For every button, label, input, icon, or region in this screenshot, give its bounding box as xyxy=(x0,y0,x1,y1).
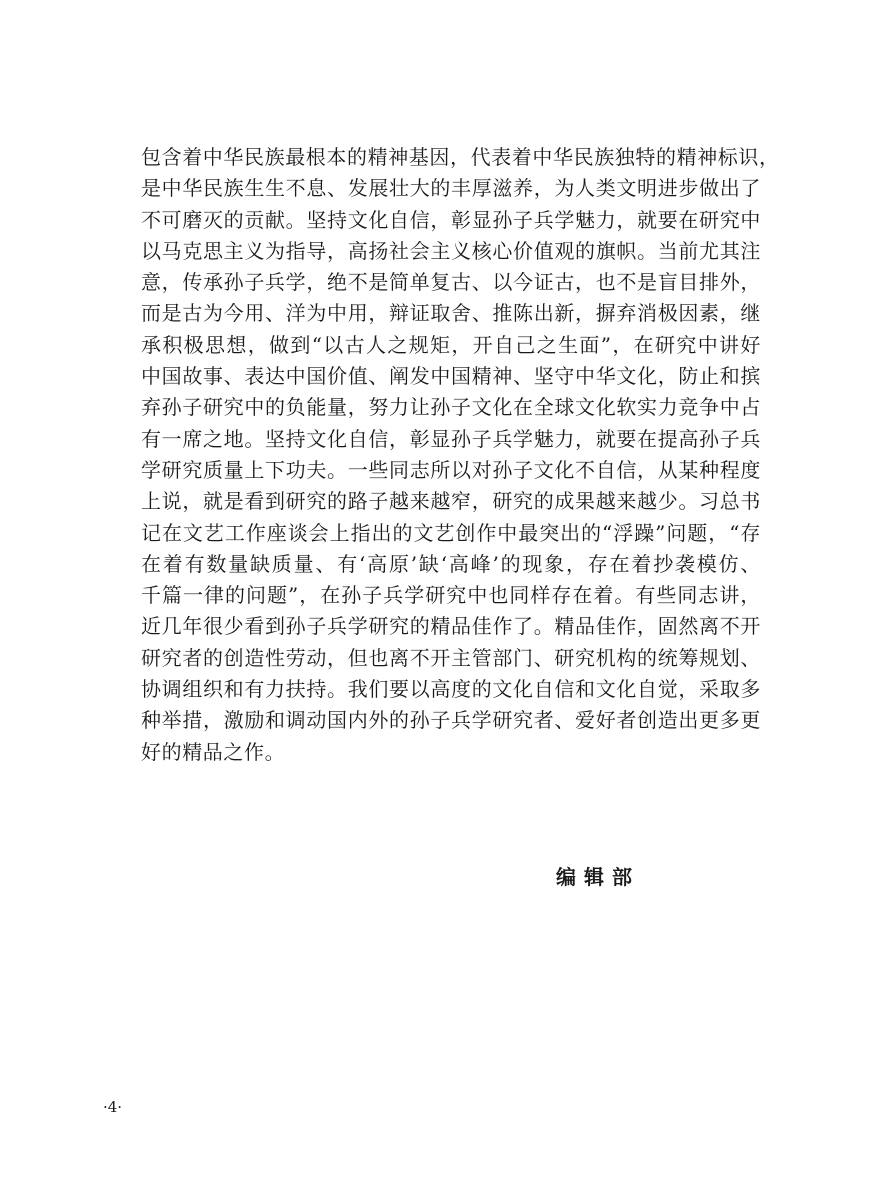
body-line: 而是古为今用、洋为中用，辩证取舍、推陈出新，摒弃消极因素，继 xyxy=(141,301,761,326)
body-line: 记在文艺工作座谈会上指出的文艺创作中最突出的“浮躁”问题，“存 xyxy=(141,520,761,545)
body-line: 中国故事、表达中国价值、阐发中国精神、坚守中华文化，防止和摈 xyxy=(141,364,761,389)
body-line: 近几年很少看到孙子兵学研究的精品佳作了。精品佳作，固然离不开 xyxy=(141,614,761,639)
body-line: 协调组织和有力扶持。我们要以高度的文化自信和文化自觉，采取多 xyxy=(141,677,761,702)
body-line: 在着有数量缺质量、有‘高原’缺‘高峰’的现象，存在着抄袭模仿、 xyxy=(141,551,761,576)
body-line: 以马克思主义为指导，高扬社会主义核心价值观的旗帜。当前尤其注 xyxy=(141,238,761,263)
body-line: 种举措，激励和调动国内外的孙子兵学研究者、爱好者创造出更多更 xyxy=(141,708,761,733)
body-line: 承积极思想，做到“以古人之规矩，开自己之生面”，在研究中讲好 xyxy=(141,332,761,357)
body-line: 有一席之地。坚持文化自信，彰显孙子兵学魅力，就要在提高孙子兵 xyxy=(141,426,761,451)
body-line-last: 好的精品之作。 xyxy=(141,739,286,764)
body-line: 是中华民族生生不息、发展壮大的丰厚滋养，为人类文明进步做出了 xyxy=(141,176,761,201)
body-line: 弃孙子研究中的负能量，努力让孙子文化在全球文化软实力竞争中占 xyxy=(141,395,761,420)
editorial-signature: 编辑部 xyxy=(556,865,640,889)
body-line: 学研究质量上下功夫。一些同志所以对孙子文化不自信，从某种程度 xyxy=(141,457,761,482)
page-number: ·4· xyxy=(103,1098,123,1116)
body-line: 不可磨灭的贡献。坚持文化自信，彰显孙子兵学魅力，就要在研究中 xyxy=(141,207,761,232)
body-line: 研究者的创造性劳动，但也离不开主管部门、研究机构的统筹规划、 xyxy=(141,645,761,670)
body-line: 意，传承孙子兵学，绝不是简单复古、以今证古，也不是盲目排外， xyxy=(141,270,761,295)
body-line: 上说，就是看到研究的路子越来越窄，研究的成果越来越少。习总书 xyxy=(141,489,761,514)
body-line: 千篇一律的问题”，在孙子兵学研究中也同样存在着。有些同志讲， xyxy=(141,583,761,608)
body-line: 包含着中华民族最根本的精神基因，代表着中华民族独特的精神标识， xyxy=(141,145,780,169)
body-text xyxy=(141,142,780,768)
